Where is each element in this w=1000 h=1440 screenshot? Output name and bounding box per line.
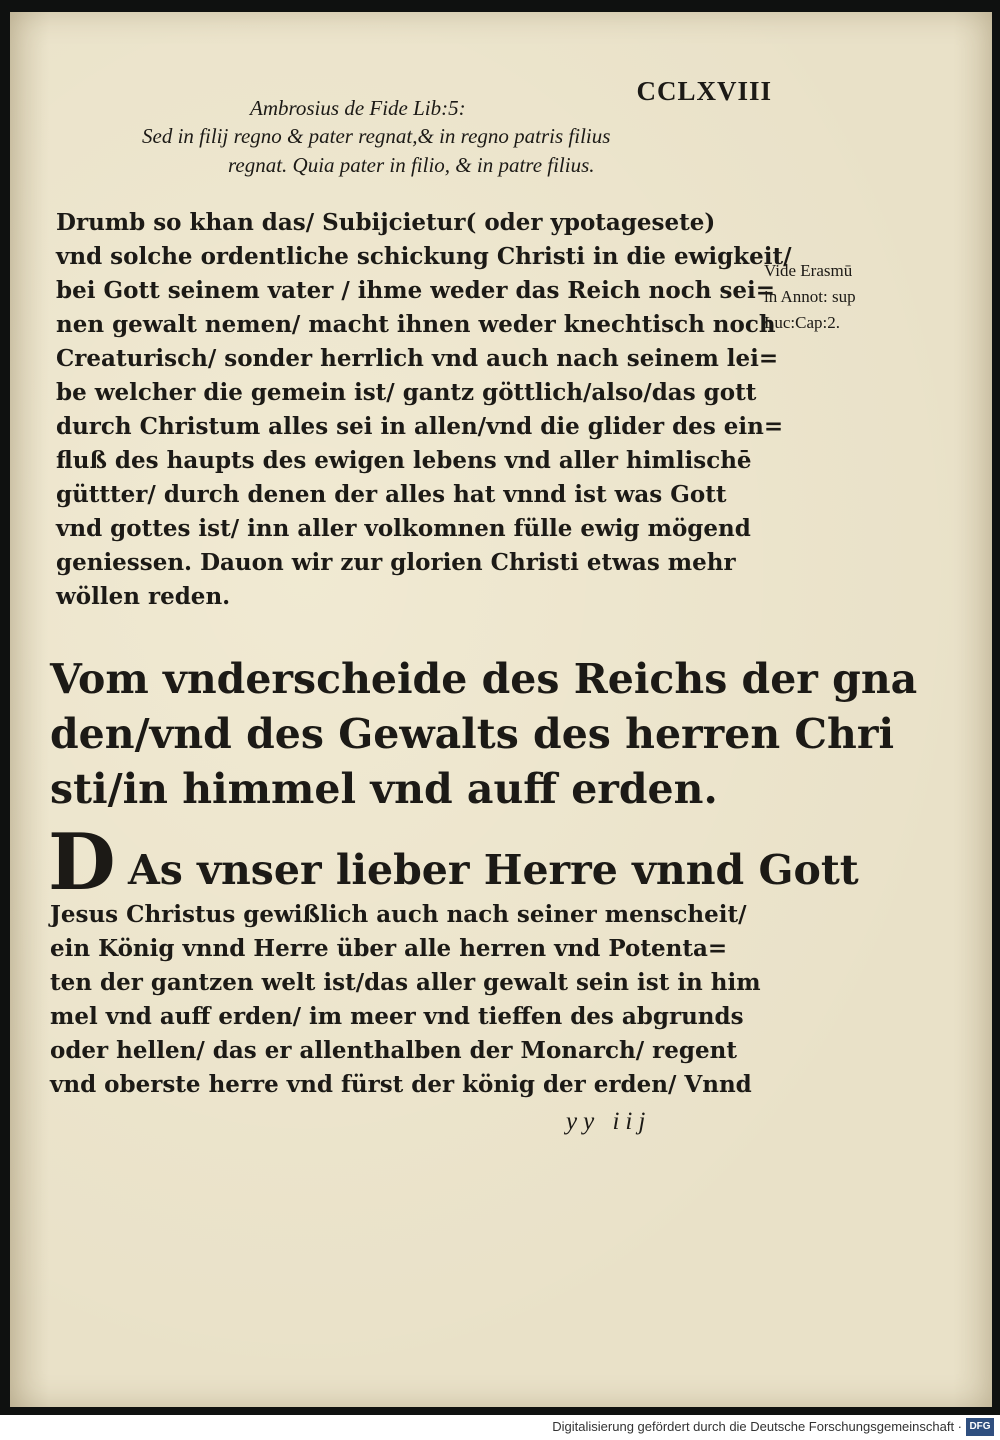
marginal-note-line: in Annot: sup xyxy=(764,287,856,306)
text-line: mel vnd auff erden/ im meer vnd tieffen des abgrunds xyxy=(50,1003,744,1030)
funding-credit: Digitalisierung gefördert durch die Deutsche Forschungsgemeinschaft · xyxy=(552,1419,962,1434)
text-line: durch Christum alles sei in allen/vnd die glider des ein= xyxy=(56,413,784,440)
text-line: fluß des haupts des ewigen lebens vnd aller himlischē xyxy=(56,447,752,474)
text-line: geniessen. Dauon wir zur glorien Christi etwas mehr xyxy=(56,549,736,576)
marginal-note xyxy=(764,258,856,336)
text-line: ten der gantzen welt ist/das aller gewalt sein ist in him xyxy=(50,969,761,996)
text-line: Creaturisch/ sonder herrlich vnd auch nach seinem lei= xyxy=(56,345,779,372)
paragraph-2-first-line: As vnser lieber Herre vnnd Gott xyxy=(128,846,859,894)
paragraph-2 xyxy=(50,898,761,1102)
text-line: be welcher die gemein ist/ gantz göttlich/also/das gott xyxy=(56,379,757,406)
text-line: vnd gottes ist/ inn aller volkomnen fülle ewig mögend xyxy=(56,515,751,542)
text-line: bei Gott seinem vater / ihme weder das Reich noch sei= xyxy=(56,277,776,304)
heading-line: den/vnd des Gewalts des herren Chri xyxy=(50,710,895,758)
decorated-initial: D xyxy=(48,817,116,908)
text-line: güttter/ durch denen der alles hat vnnd ist was Gott xyxy=(56,481,727,508)
marginal-note-line: Luc:Cap:2. xyxy=(764,313,841,332)
text-line: ein König vnnd Herre über alle herren vnd Potenta= xyxy=(50,935,728,962)
marginal-note-line: Vide Erasmū xyxy=(764,261,853,280)
text-line: Jesus Christus gewißlich auch nach seiner menscheit/ xyxy=(50,901,747,928)
section-heading xyxy=(50,652,918,817)
quote-line-3: regnat. Quia pater in filio, & in patre filius. xyxy=(228,153,595,177)
quote-line-2: Sed in filij regno & pater regnat,& in regno patris filius xyxy=(142,124,611,148)
text-line: Drumb so khan das/ Subijcietur( oder ypotagesete) xyxy=(56,209,716,236)
heading-line: Vom vnderscheide des Reichs der gna xyxy=(50,655,918,703)
footer-bar xyxy=(0,1415,1000,1440)
dfg-logo: DFG xyxy=(966,1418,994,1436)
signature-mark: yy iij xyxy=(566,1108,652,1135)
text-line: vnd oberste herre vnd fürst der könig der erden/ Vnnd xyxy=(50,1071,752,1098)
text-line: nen gewalt nemen/ macht ihnen weder knechtisch noch xyxy=(56,311,776,338)
quote-line-1: Ambrosius de Fide Lib:5: xyxy=(250,96,466,120)
folio-number: CCLXVIII xyxy=(636,76,772,106)
paragraph-1 xyxy=(56,206,792,614)
book-page xyxy=(10,12,992,1407)
text-line: vnd solche ordentliche schickung Christi in die ewigkeit/ xyxy=(56,243,792,270)
text-line: wöllen reden. xyxy=(56,583,231,610)
heading-line: sti/in himmel vnd auff erden. xyxy=(50,765,718,813)
text-line: oder hellen/ das er allenthalben der Monarch/ regent xyxy=(50,1037,737,1064)
